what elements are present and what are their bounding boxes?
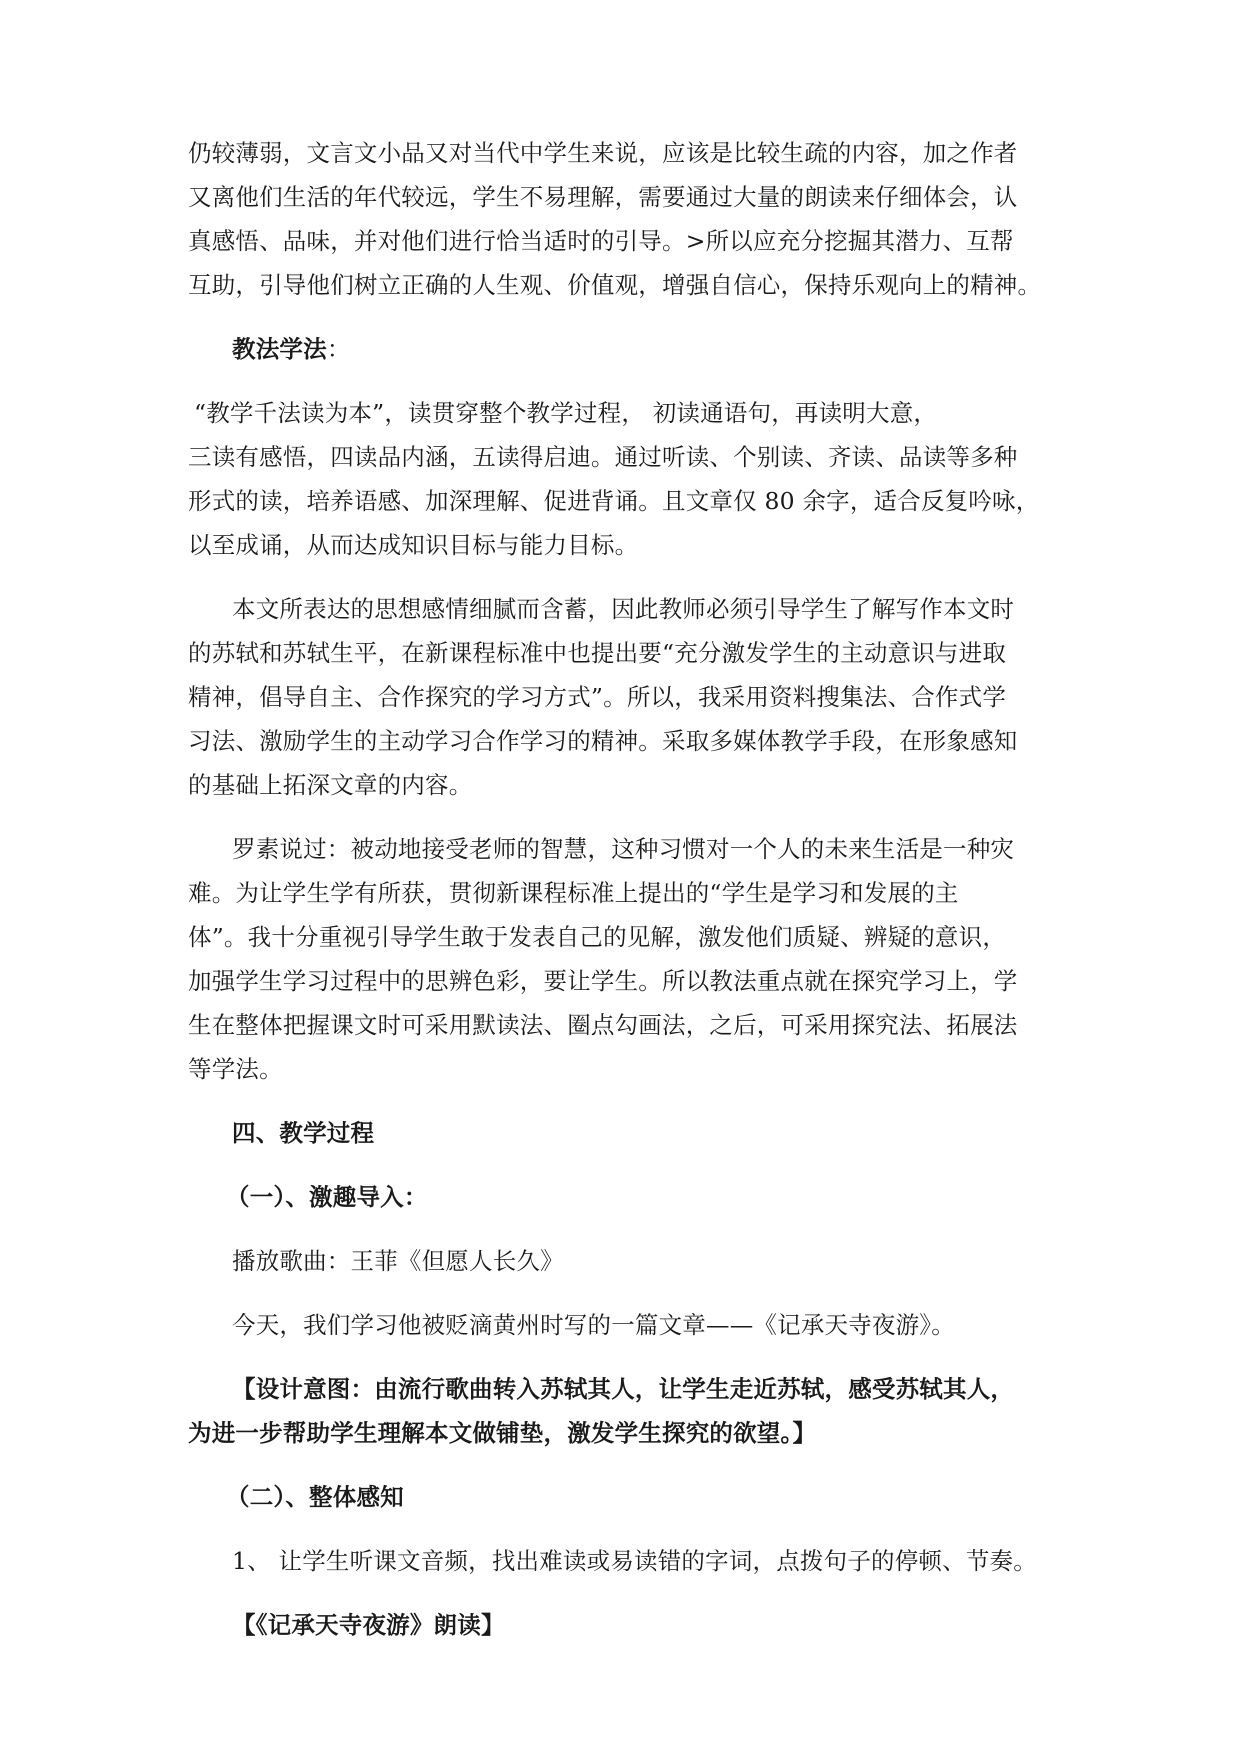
paragraph-line: 仍较薄弱，文言文小品又对当代中学生来说，应该是比较生疏的内容，加之作者: [188, 139, 1018, 167]
today-line: 今天，我们学习他被贬滴黄州时写的一篇文章——《记承天寺夜游》。: [232, 1311, 955, 1339]
paragraph-line: 以至成诵，从而达成知识目标与能力目标。: [188, 531, 639, 559]
paragraph-line: 生在整体把握课文时可采用默读法、圈点勾画法，之后，可采用探究法、拓展法: [188, 1011, 1018, 1039]
paragraph-line: 互助，引导他们树立正确的人生观、价值观，增强自信心，保持乐观向上的精神。: [188, 271, 1042, 299]
paragraph-line: 三读有感悟，四读品内涵，五读得启迪。通过听读、个别读、齐读、品读等多种: [188, 443, 1018, 471]
paragraph-line: 的苏轼和苏轼生平，在新课程标准中也提出要“充分激发学生的主动意识与进取: [188, 639, 1007, 667]
paragraph-line: 本文所表达的思想感情细腻而含蓄，因此教师必须引导学生了解写作本文时: [232, 595, 1015, 623]
paragraph-line: 难。为让学生学有所获，贯彻新课程标准上提出的“学生是学习和发展的主: [188, 879, 959, 907]
subsection-heading-overall: （二）、整体感知: [226, 1483, 404, 1511]
paragraph-line: 加强学生学习过程中的思辨色彩，要让学生。所以教法重点就在探究学习上，学: [188, 967, 1018, 995]
design-intent-line: 为进一步帮助学生理解本文做铺垫，激发学生探究的欲望。】: [188, 1419, 817, 1447]
paragraph-line: “教学千法读为本”，读贯穿整个教学过程， 初读通语句，再读明大意，: [194, 399, 938, 427]
paragraph-line: 罗素说过：被动地接受老师的智慧，这种习惯对一个人的未来生活是一种灾: [232, 835, 1015, 863]
heading-colon: ：: [326, 335, 351, 363]
section-heading-teaching-process: 四、教学过程: [232, 1119, 375, 1147]
section-heading-method: [232, 332, 351, 366]
paragraph-line: 形式的读，培养语感、加深理解、促进背诵。且文章仅 80 余字，适合反复吟咏，: [188, 487, 1040, 515]
heading-text: 教法学法: [232, 335, 327, 363]
paragraph-line: 习法、激励学生的主动学习合作学习的精神。采取多媒体教学手段，在形象感知: [188, 727, 1018, 755]
design-intent-line: 【设计意图：由流行歌曲转入苏轼其人，让学生走近苏轼，感受苏轼其人，: [232, 1375, 1015, 1403]
paragraph-line: 的基础上拓深文章的内容。: [188, 771, 473, 799]
paragraph-line: 又离他们生活的年代较远，学生不易理解，需要通过大量的朗读来仔细体会，认: [188, 183, 1018, 211]
paragraph-line: 体”。我十分重视引导学生敢于发表自己的见解，激发他们质疑、辨疑的意识，: [188, 923, 1007, 951]
paragraph-line: 精神，倡导自主、合作探究的学习方式”。所以，我采用资料搜集法、合作式学: [188, 683, 1007, 711]
subsection-heading-intro: （一）、激趣导入：: [226, 1183, 428, 1211]
paragraph-line: 等学法。: [188, 1055, 283, 1083]
step-line: 1、 让学生听课文音频，找出难读或易读错的字词，点拨句子的停顿、节奏。: [232, 1547, 1037, 1575]
paragraph-line: 真感悟、品味，并对他们进行恰当适时的引导。>所以应充分挖掘其潜力、互帮: [188, 227, 1014, 255]
reading-line: 【《记承天寺夜游》朗读】: [232, 1611, 505, 1639]
song-line: 播放歌曲：王菲《但愿人长久》: [232, 1247, 564, 1275]
